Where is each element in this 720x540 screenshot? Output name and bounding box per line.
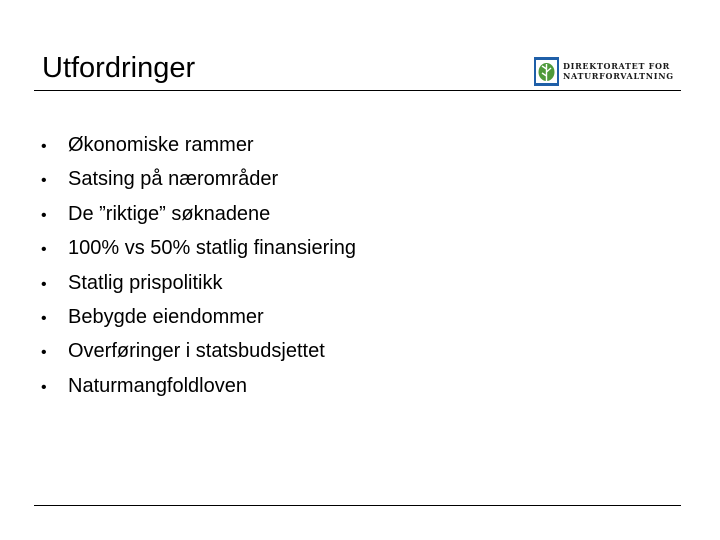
bullet-text: De ”riktige” søknadene: [68, 202, 271, 225]
bullet-text: Satsing på nærområder: [68, 168, 279, 191]
bullet-dot-icon: •: [41, 206, 47, 224]
bullet-dot-icon: •: [41, 378, 47, 396]
bullet-dot-icon: •: [41, 172, 47, 190]
list-item: [41, 130, 356, 164]
bullet-dot-icon: •: [41, 138, 47, 155]
logo-line-1: DIREKTORATET FOR: [563, 61, 671, 71]
bullet-text: Bebygde eiendommer: [68, 305, 264, 328]
list-item: [41, 371, 356, 405]
title-divider: [34, 90, 681, 91]
bullet-text: Statlig prispolitikk: [68, 271, 223, 294]
bullet-dot-icon: •: [41, 344, 47, 362]
bullet-dot-icon: •: [41, 241, 47, 259]
list-item: [41, 268, 356, 302]
bullet-text: Naturmangfoldloven: [68, 374, 247, 397]
list-item: [41, 164, 356, 198]
list-item: [41, 336, 356, 370]
bullet-text: Økonomiske rammer: [68, 134, 254, 156]
bullet-text: 100% vs 50% statlig finansiering: [68, 237, 356, 260]
logo-line-2: NATURFORVALTNING: [563, 71, 674, 81]
list-item: [41, 199, 356, 233]
slide-title: Utfordringer: [42, 52, 196, 84]
bullet-dot-icon: •: [41, 275, 47, 293]
leaf-emblem-icon: [534, 57, 559, 86]
bullet-text: Overføringer i statsbudsjettet: [68, 340, 325, 363]
logo-wordmark: [563, 61, 674, 81]
footer-divider: [34, 505, 681, 506]
bullet-list: [41, 130, 356, 405]
list-item: [41, 302, 356, 336]
bullet-dot-icon: •: [41, 309, 47, 327]
directorate-logo: [534, 55, 674, 87]
list-item: [41, 233, 356, 267]
